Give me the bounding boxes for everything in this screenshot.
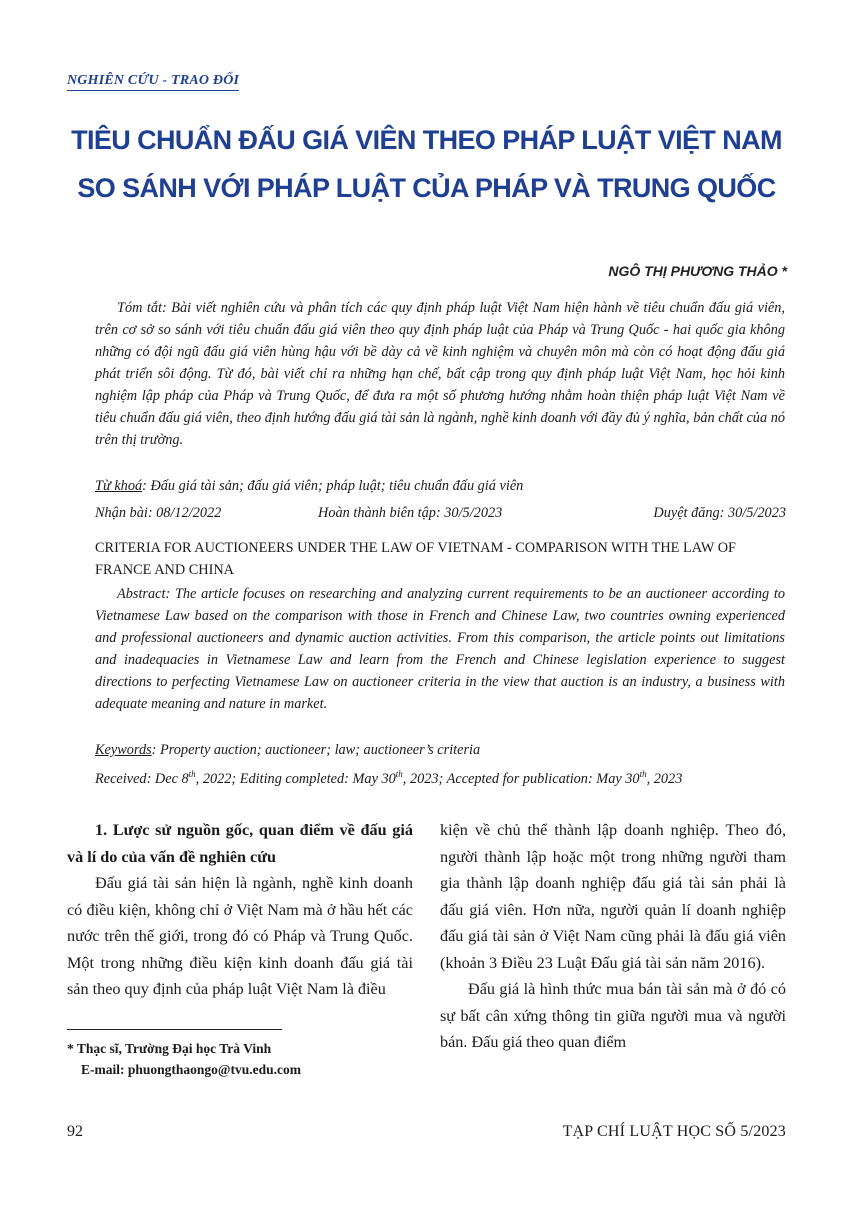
date-accepted-vi: Duyệt đăng: 30/5/2023 [653, 505, 786, 521]
keywords-vi-text: : Đấu giá tài sản; đấu giá viên; pháp luật; tiêu chuẩn đấu giá viên [142, 478, 524, 494]
journal-name: TẠP CHÍ LUẬT HỌC SỐ 5/2023 [562, 1123, 786, 1140]
date-received-vi: Nhận bài: 08/12/2022 [95, 505, 222, 521]
footnote-email: E-mail: phuongthaongo@tvu.edu.com [81, 1062, 301, 1077]
article-title-line-1: TIÊU CHUẨN ĐẤU GIÁ VIÊN THEO PHÁP LUẬT VIỆT NAM [71, 125, 782, 155]
footnote-affiliation: * Thạc sĩ, Trường Đại học Trà Vinh [67, 1041, 272, 1056]
article-title-line-2: SO SÁNH VỚI PHÁP LUẬT CỦA PHÁP VÀ TRUNG QUỐC [77, 173, 776, 203]
received-sup-3: th [639, 769, 647, 779]
english-title: CRITERIA FOR AUCTIONEERS UNDER THE LAW OF VIETNAM - COMPARISON WITH THE LAW OF FRANCE AND CHINA [95, 540, 736, 578]
received-text-4: , 2023 [646, 770, 683, 787]
date-edited-vi: Hoàn thành biên tập: 30/5/2023 [318, 505, 503, 521]
footnote-divider [67, 1029, 282, 1030]
received-sup-1: th [188, 769, 196, 779]
section-heading: 1. Lược sử nguồn gốc, quan điểm về đấu giá và lí do của vấn đề nghiên cứu [67, 821, 413, 866]
footnote [67, 1038, 301, 1080]
section-tag: NGHIÊN CỨU - TRAO ĐỔI [67, 73, 239, 91]
received-dates-english [95, 769, 682, 788]
received-text-1: Received: Dec 8 [95, 770, 189, 787]
body-paragraph-continued: kiện về chủ thể thành lập doanh nghiệp. Theo đó, người thành lập hoặc một trong những người tham gia thành lập doanh nghiệp đấu giá tài sản phải là đấu giá viên. Hơn nữa, người quản lí doanh nghiệp đấu giá tài sản ở Việt Nam cũng phải là đấu giá viên (khoản 3 Điều 23 Luật Đấu giá tài sản năm 2016). [440, 821, 786, 972]
page-number: 92 [67, 1123, 83, 1140]
keywords-english [95, 742, 480, 759]
abstract-en-text: The article focuses on researching and analyzing current requirements to be an auctioneer according to Vietnamese Law based on the comparison with those in French and Chinese Law, two countries owning experienced and professional auctioneers and dynamic auction activities. From this comparison, the article points out limitations and inadequacies in Vietnamese Law and learn from the French and Chinese legislation experience to suggest directions to perfecting Vietnamese Law on auctioneer criteria in the view that auction is an industry, a business with adequate meaning and nature in market. [95, 586, 786, 712]
keywords-vietnamese [95, 478, 523, 495]
keywords-vi-label: Từ khoá [95, 478, 143, 494]
body-column-right [440, 817, 786, 1056]
body-column-left [67, 817, 413, 1003]
keywords-en-label: Keywords [95, 742, 152, 758]
abstract-english [95, 583, 785, 715]
abstract-en-label: Abstract: [117, 586, 171, 602]
abstract-vietnamese [95, 297, 785, 451]
abstract-vi-label: Tóm tắt: [117, 300, 167, 316]
author-name: NGÔ THỊ PHƯƠNG THẢO * [608, 263, 787, 279]
received-text-3: , 2023; Accepted for publication: May 30 [402, 770, 640, 787]
body-paragraph: Đấu giá tài sản hiện là ngành, nghề kinh doanh có điều kiện, không chỉ ở Việt Nam mà ở hầu hết các nước trên thế giới, trong đó có Pháp và Trung Quốc. Một trong những điều kiện kinh doanh đấu giá tài sản theo quy định của pháp luật Việt Nam là điều [67, 874, 413, 998]
keywords-en-text: : Property auction; auctioneer; law; auctioneer’s criteria [151, 742, 481, 758]
body-paragraph: Đấu giá là hình thức mua bán tài sản mà ở đó có sự bất cân xứng thông tin giữa người mua và người bán. Đấu giá theo quan điểm [440, 980, 786, 1051]
abstract-vi-text: Bài viết nghiên cứu và phân tích các quy định pháp luật Việt Nam hiện hành về tiêu chuẩn đấu giá viên, trên cơ sở so sánh với tiêu chuẩn đấu giá viên theo quy định pháp luật của Pháp và Trung Quốc - hai quốc gia không những có đội ngũ đấu giá viên hùng hậu với bề dày cả về kinh nghiệm và chuyên môn mà còn có hoạt động đấu giá phát triển sôi động. Từ đó, bài viết chỉ ra những hạn chế, bất cập trong quy định pháp luật Việt Nam, học hỏi kinh nghiệm lập pháp của Pháp và Trung Quốc, để đưa ra một số phương hướng nhằm hoàn thiện pháp luật Việt Nam về tiêu chuẩn đấu giá viên, theo định hướng đấu giá tài sản là ngành, nghề kinh doanh với đầy đủ ý nghĩa, bản chất của nó trên thị trường. [95, 300, 785, 448]
received-text-2: , 2022; Editing completed: May 30 [195, 770, 396, 787]
received-sup-2: th [395, 769, 403, 779]
